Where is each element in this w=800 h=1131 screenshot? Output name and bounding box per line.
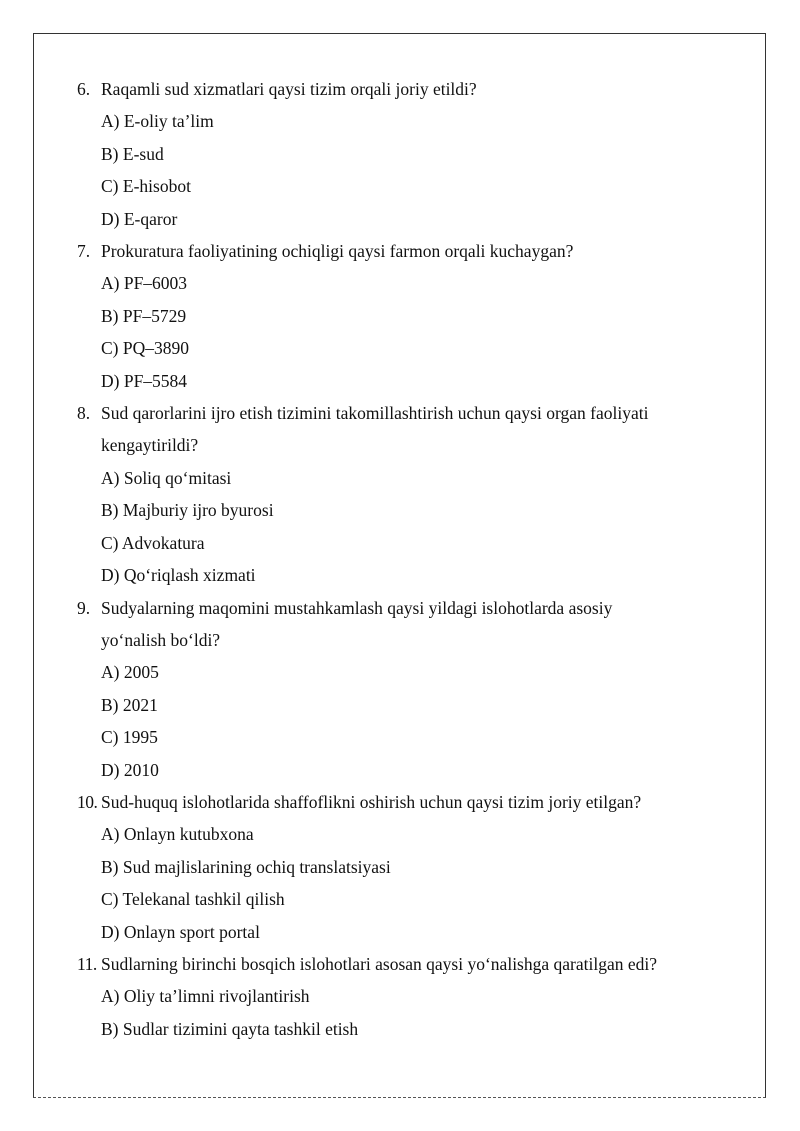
option-c: C) 1995: [101, 727, 158, 748]
question-number: 11.: [77, 953, 97, 974]
question-text: Sud qarorlarini ijro etish tizimini takomillashtirish uchun qaysi organ faoliyati: [101, 403, 649, 424]
option-a: A) PF–6003: [101, 273, 188, 294]
option-c: C) PQ–3890: [101, 338, 189, 359]
option-d: D) E-qaror: [101, 208, 178, 229]
option-b: B) Sudlar tizimini qayta tashkil etish: [101, 1018, 359, 1039]
question-number: 10.: [77, 791, 98, 812]
option-c: C) Advokatura: [101, 532, 205, 553]
option-b: B) Sud majlislarining ochiq translatsiyasi: [101, 856, 391, 877]
question-10: [77, 786, 717, 818]
option-b: B) 2021: [101, 694, 158, 715]
question-number: 7.: [77, 241, 91, 262]
option-a: A) Oliy ta’limni rivojlantirish: [101, 986, 310, 1007]
option-a: A) E-oliy ta’lim: [101, 111, 214, 132]
question-9: [77, 592, 717, 657]
question-text: Prokuratura faoliyatining ochiqligi qaysi farmon orqali kuchaygan?: [101, 241, 574, 262]
question-text: Raqamli sud xizmatlari qaysi tizim orqali joriy etildi?: [101, 79, 477, 99]
question-text: Sudlarning birinchi bosqich islohotlari asosan qaysi yo‘nalishga qaratilgan edi?: [101, 953, 657, 974]
question-text-continuation: yo‘nalish bo‘ldi?: [101, 629, 221, 650]
option-d: D) Qo‘riqlash xizmati: [101, 565, 256, 586]
option-a: A) Soliq qo‘mitasi: [101, 467, 232, 488]
question-text-continuation: kengaytirildi?: [101, 435, 199, 456]
question-number: 9.: [77, 597, 91, 618]
option-b: B) E-sud: [101, 143, 164, 164]
question-text: Sudyalarning maqomini mustahkamlash qaysi yildagi islohotlarda asosiy: [101, 597, 613, 618]
option-c: C) E-hisobot: [101, 176, 191, 197]
option-d: D) PF–5584: [101, 370, 188, 391]
option-b: B) Majburiy ijro byurosi: [101, 500, 274, 521]
option-a: A) Onlayn kutubxona: [101, 824, 254, 845]
question-number: 6.: [77, 79, 91, 99]
question-11: [77, 948, 717, 980]
question-8: [77, 397, 717, 462]
question-text: Sud-huquq islohotlarida shaffoflikni oshirish uchun qaysi tizim joriy etilgan?: [101, 791, 642, 812]
question-list: [77, 73, 717, 1045]
question-7: [77, 235, 717, 267]
option-b: B) PF–5729: [101, 305, 187, 326]
option-d: D) 2010: [101, 759, 159, 780]
option-a: A) 2005: [101, 662, 159, 683]
question-number: 8.: [77, 403, 91, 424]
option-d: D) Onlayn sport portal: [101, 921, 260, 942]
question-6: [77, 73, 717, 105]
option-c: C) Telekanal tashkil qilish: [101, 889, 285, 910]
